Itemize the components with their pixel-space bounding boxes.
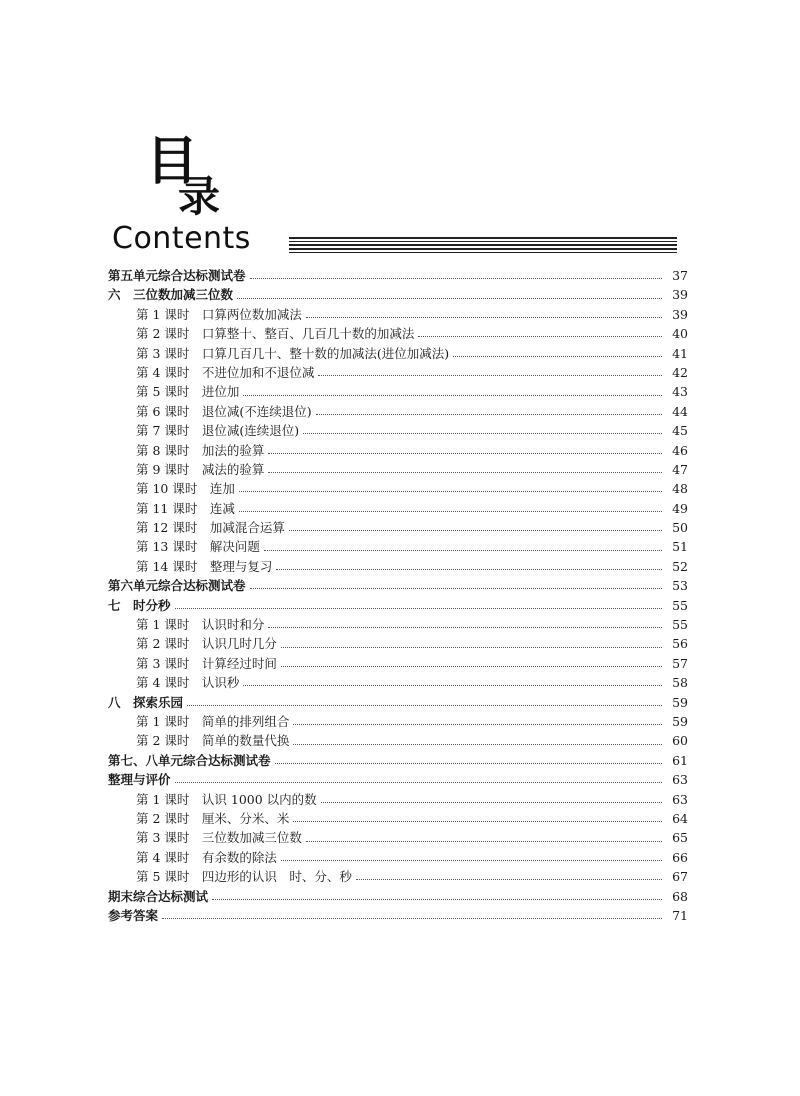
toc-lesson-row[interactable] <box>108 324 688 343</box>
toc-entry-label: 第 2 课时 简单的数量代换 <box>136 733 290 749</box>
toc-page-number: 58 <box>672 675 688 691</box>
dot-leader <box>303 433 662 434</box>
dot-leader <box>306 841 662 842</box>
dot-leader <box>175 608 662 609</box>
title-char-mu: 目 <box>146 132 199 192</box>
toc-entry-label: 第 10 课时 连加 <box>136 481 235 497</box>
toc-page-number: 68 <box>672 888 688 904</box>
dot-leader <box>318 375 662 376</box>
toc-entry-label: 整理与评价 <box>108 772 171 788</box>
toc-page-number: 51 <box>672 539 688 555</box>
toc-section-row[interactable] <box>108 596 688 615</box>
toc-page-number: 61 <box>672 752 688 768</box>
toc-entry-label: 第 13 课时 解决问题 <box>136 539 260 555</box>
toc-entry-label: 期末综合达标测试 <box>108 888 209 904</box>
toc-lesson-row[interactable] <box>108 344 688 363</box>
toc-page-number: 64 <box>672 810 688 826</box>
toc-lesson-row[interactable] <box>108 828 688 847</box>
dot-leader <box>243 395 662 396</box>
toc-lesson-row[interactable] <box>108 460 688 479</box>
dot-leader <box>293 744 662 745</box>
toc-entry-label: 第 1 课时 简单的排列组合 <box>136 713 290 729</box>
toc-entry-label: 第 8 课时 加法的验算 <box>136 442 265 458</box>
toc-entry-label: 第 3 课时 口算几百几十、整十数的加减法(进位加减法) <box>136 345 450 361</box>
dot-leader <box>239 491 662 492</box>
toc-lesson-row[interactable] <box>108 537 688 556</box>
toc-entry-label: 第 7 课时 退位减(连续退位) <box>136 423 300 439</box>
toc-entry-label: 参考答案 <box>108 907 159 923</box>
dot-leader <box>162 918 662 919</box>
toc-lesson-row[interactable] <box>108 654 688 673</box>
toc-page-number: 56 <box>672 636 688 652</box>
toc-lesson-row[interactable] <box>108 809 688 828</box>
toc-page-number: 66 <box>672 849 688 865</box>
dot-leader <box>316 414 662 415</box>
dot-leader <box>281 647 662 648</box>
dot-leader <box>306 317 662 318</box>
toc-lesson-row[interactable] <box>108 518 688 537</box>
toc-lesson-row[interactable] <box>108 441 688 460</box>
dot-leader <box>237 298 662 299</box>
toc-section-row[interactable] <box>108 770 688 789</box>
toc-entry-label: 第 1 课时 认识时和分 <box>136 617 265 633</box>
toc-entry-label: 八 探索乐园 <box>108 694 184 710</box>
dot-leader <box>289 530 662 531</box>
dot-leader <box>356 879 662 880</box>
toc-entry-label: 第 1 课时 认识 1000 以内的数 <box>136 791 317 807</box>
toc-header <box>0 0 800 270</box>
table-of-contents <box>108 266 688 925</box>
dot-leader <box>264 550 662 551</box>
toc-entry-label: 第六单元综合达标测试卷 <box>108 578 246 594</box>
contents-label: Contents <box>112 221 251 256</box>
toc-page-number: 40 <box>672 326 688 342</box>
toc-lesson-row[interactable] <box>108 848 688 867</box>
toc-page-number: 39 <box>672 306 688 322</box>
toc-page-number: 65 <box>672 830 688 846</box>
toc-page-number: 71 <box>672 907 688 923</box>
toc-lesson-row[interactable] <box>108 382 688 401</box>
dot-leader <box>275 763 662 764</box>
toc-lesson-row[interactable] <box>108 305 688 324</box>
toc-entry-label: 第 4 课时 认识秒 <box>136 675 240 691</box>
dot-leader <box>212 899 662 900</box>
toc-lesson-row[interactable] <box>108 499 688 518</box>
toc-page-number: 43 <box>672 384 688 400</box>
dot-leader <box>243 685 662 686</box>
dot-leader <box>268 472 662 473</box>
dot-leader <box>250 278 662 279</box>
dot-leader <box>293 821 662 822</box>
toc-page-number: 59 <box>672 713 688 729</box>
toc-entry-label: 第 4 课时 有余数的除法 <box>136 849 277 865</box>
toc-entry-label: 第 5 课时 四边形的认识 时、分、秒 <box>136 869 352 885</box>
dot-leader <box>453 356 662 357</box>
toc-section-row[interactable] <box>108 887 688 906</box>
decorative-rules <box>289 237 677 255</box>
toc-entry-label: 第 11 课时 连减 <box>136 500 235 516</box>
toc-lesson-row[interactable] <box>108 731 688 750</box>
dot-leader <box>268 627 662 628</box>
toc-page-number: 57 <box>672 655 688 671</box>
toc-page-number: 41 <box>672 345 688 361</box>
toc-page-number: 53 <box>672 578 688 594</box>
toc-entry-label: 第 9 课时 减法的验算 <box>136 461 265 477</box>
toc-entry-label: 六 三位数加减三位数 <box>108 287 234 303</box>
toc-entry-label: 第 4 课时 不进位加和不退位减 <box>136 364 315 380</box>
toc-entry-label: 第 2 课时 厘米、分米、米 <box>136 810 290 826</box>
dot-leader <box>276 569 662 570</box>
toc-lesson-row[interactable] <box>108 557 688 576</box>
toc-page-number: 39 <box>672 287 688 303</box>
toc-entry-label: 第 14 课时 整理与复习 <box>136 558 273 574</box>
dot-leader <box>321 802 662 803</box>
toc-entry-label: 第 3 课时 计算经过时间 <box>136 655 277 671</box>
toc-section-row[interactable] <box>108 751 688 770</box>
dot-leader <box>239 511 662 512</box>
toc-lesson-row[interactable] <box>108 790 688 809</box>
dot-leader <box>175 782 662 783</box>
toc-entry-label: 第 6 课时 退位减(不连续退位) <box>136 403 312 419</box>
toc-page-number: 37 <box>672 268 688 283</box>
toc-entry-label: 第 2 课时 口算整十、整百、几百几十数的加减法 <box>136 326 415 342</box>
toc-page-number: 63 <box>672 772 688 788</box>
toc-page-number: 47 <box>672 461 688 477</box>
toc-lesson-row[interactable] <box>108 363 688 382</box>
toc-section-row[interactable] <box>108 906 688 925</box>
toc-section-row[interactable] <box>108 266 688 285</box>
toc-lesson-row[interactable] <box>108 867 688 886</box>
toc-section-row[interactable] <box>108 576 688 595</box>
toc-page-number: 55 <box>672 597 688 613</box>
toc-page-number: 67 <box>672 869 688 885</box>
toc-page-number: 55 <box>672 617 688 633</box>
title-char-lu: 录 <box>178 172 221 221</box>
toc-entry-label: 七 时分秒 <box>108 597 171 613</box>
toc-lesson-row[interactable] <box>108 421 688 440</box>
toc-page-number: 49 <box>672 500 688 516</box>
toc-lesson-row[interactable] <box>108 402 688 421</box>
toc-page-number: 52 <box>672 558 688 574</box>
dot-leader <box>418 336 662 337</box>
toc-page-number: 45 <box>672 423 688 439</box>
toc-page-number: 42 <box>672 364 688 380</box>
dot-leader <box>281 860 662 861</box>
toc-section-row[interactable] <box>108 693 688 712</box>
toc-entry-label: 第五单元综合达标测试卷 <box>108 268 246 283</box>
toc-page-number: 60 <box>672 733 688 749</box>
dot-leader <box>250 588 662 589</box>
dot-leader <box>281 666 662 667</box>
toc-lesson-row[interactable] <box>108 673 688 692</box>
toc-page-number: 44 <box>672 403 688 419</box>
toc-entry-label: 第 3 课时 三位数加减三位数 <box>136 830 302 846</box>
toc-entry-label: 第七、八单元综合达标测试卷 <box>108 752 271 768</box>
toc-page-number: 50 <box>672 520 688 536</box>
dot-leader <box>268 453 662 454</box>
toc-lesson-row[interactable] <box>108 615 688 634</box>
toc-page-number: 59 <box>672 694 688 710</box>
dot-leader <box>187 705 662 706</box>
toc-lesson-row[interactable] <box>108 479 688 498</box>
toc-entry-label: 第 12 课时 加减混合运算 <box>136 520 285 536</box>
toc-entry-label: 第 5 课时 进位加 <box>136 384 240 400</box>
toc-lesson-row[interactable] <box>108 634 688 653</box>
dot-leader <box>293 724 662 725</box>
toc-entry-label: 第 1 课时 口算两位数加减法 <box>136 306 302 322</box>
toc-section-row[interactable] <box>108 285 688 304</box>
toc-page-number: 48 <box>672 481 688 497</box>
toc-page-number: 46 <box>672 442 688 458</box>
toc-entry-label: 第 2 课时 认识几时几分 <box>136 636 277 652</box>
toc-lesson-row[interactable] <box>108 712 688 731</box>
toc-page-number: 63 <box>672 791 688 807</box>
